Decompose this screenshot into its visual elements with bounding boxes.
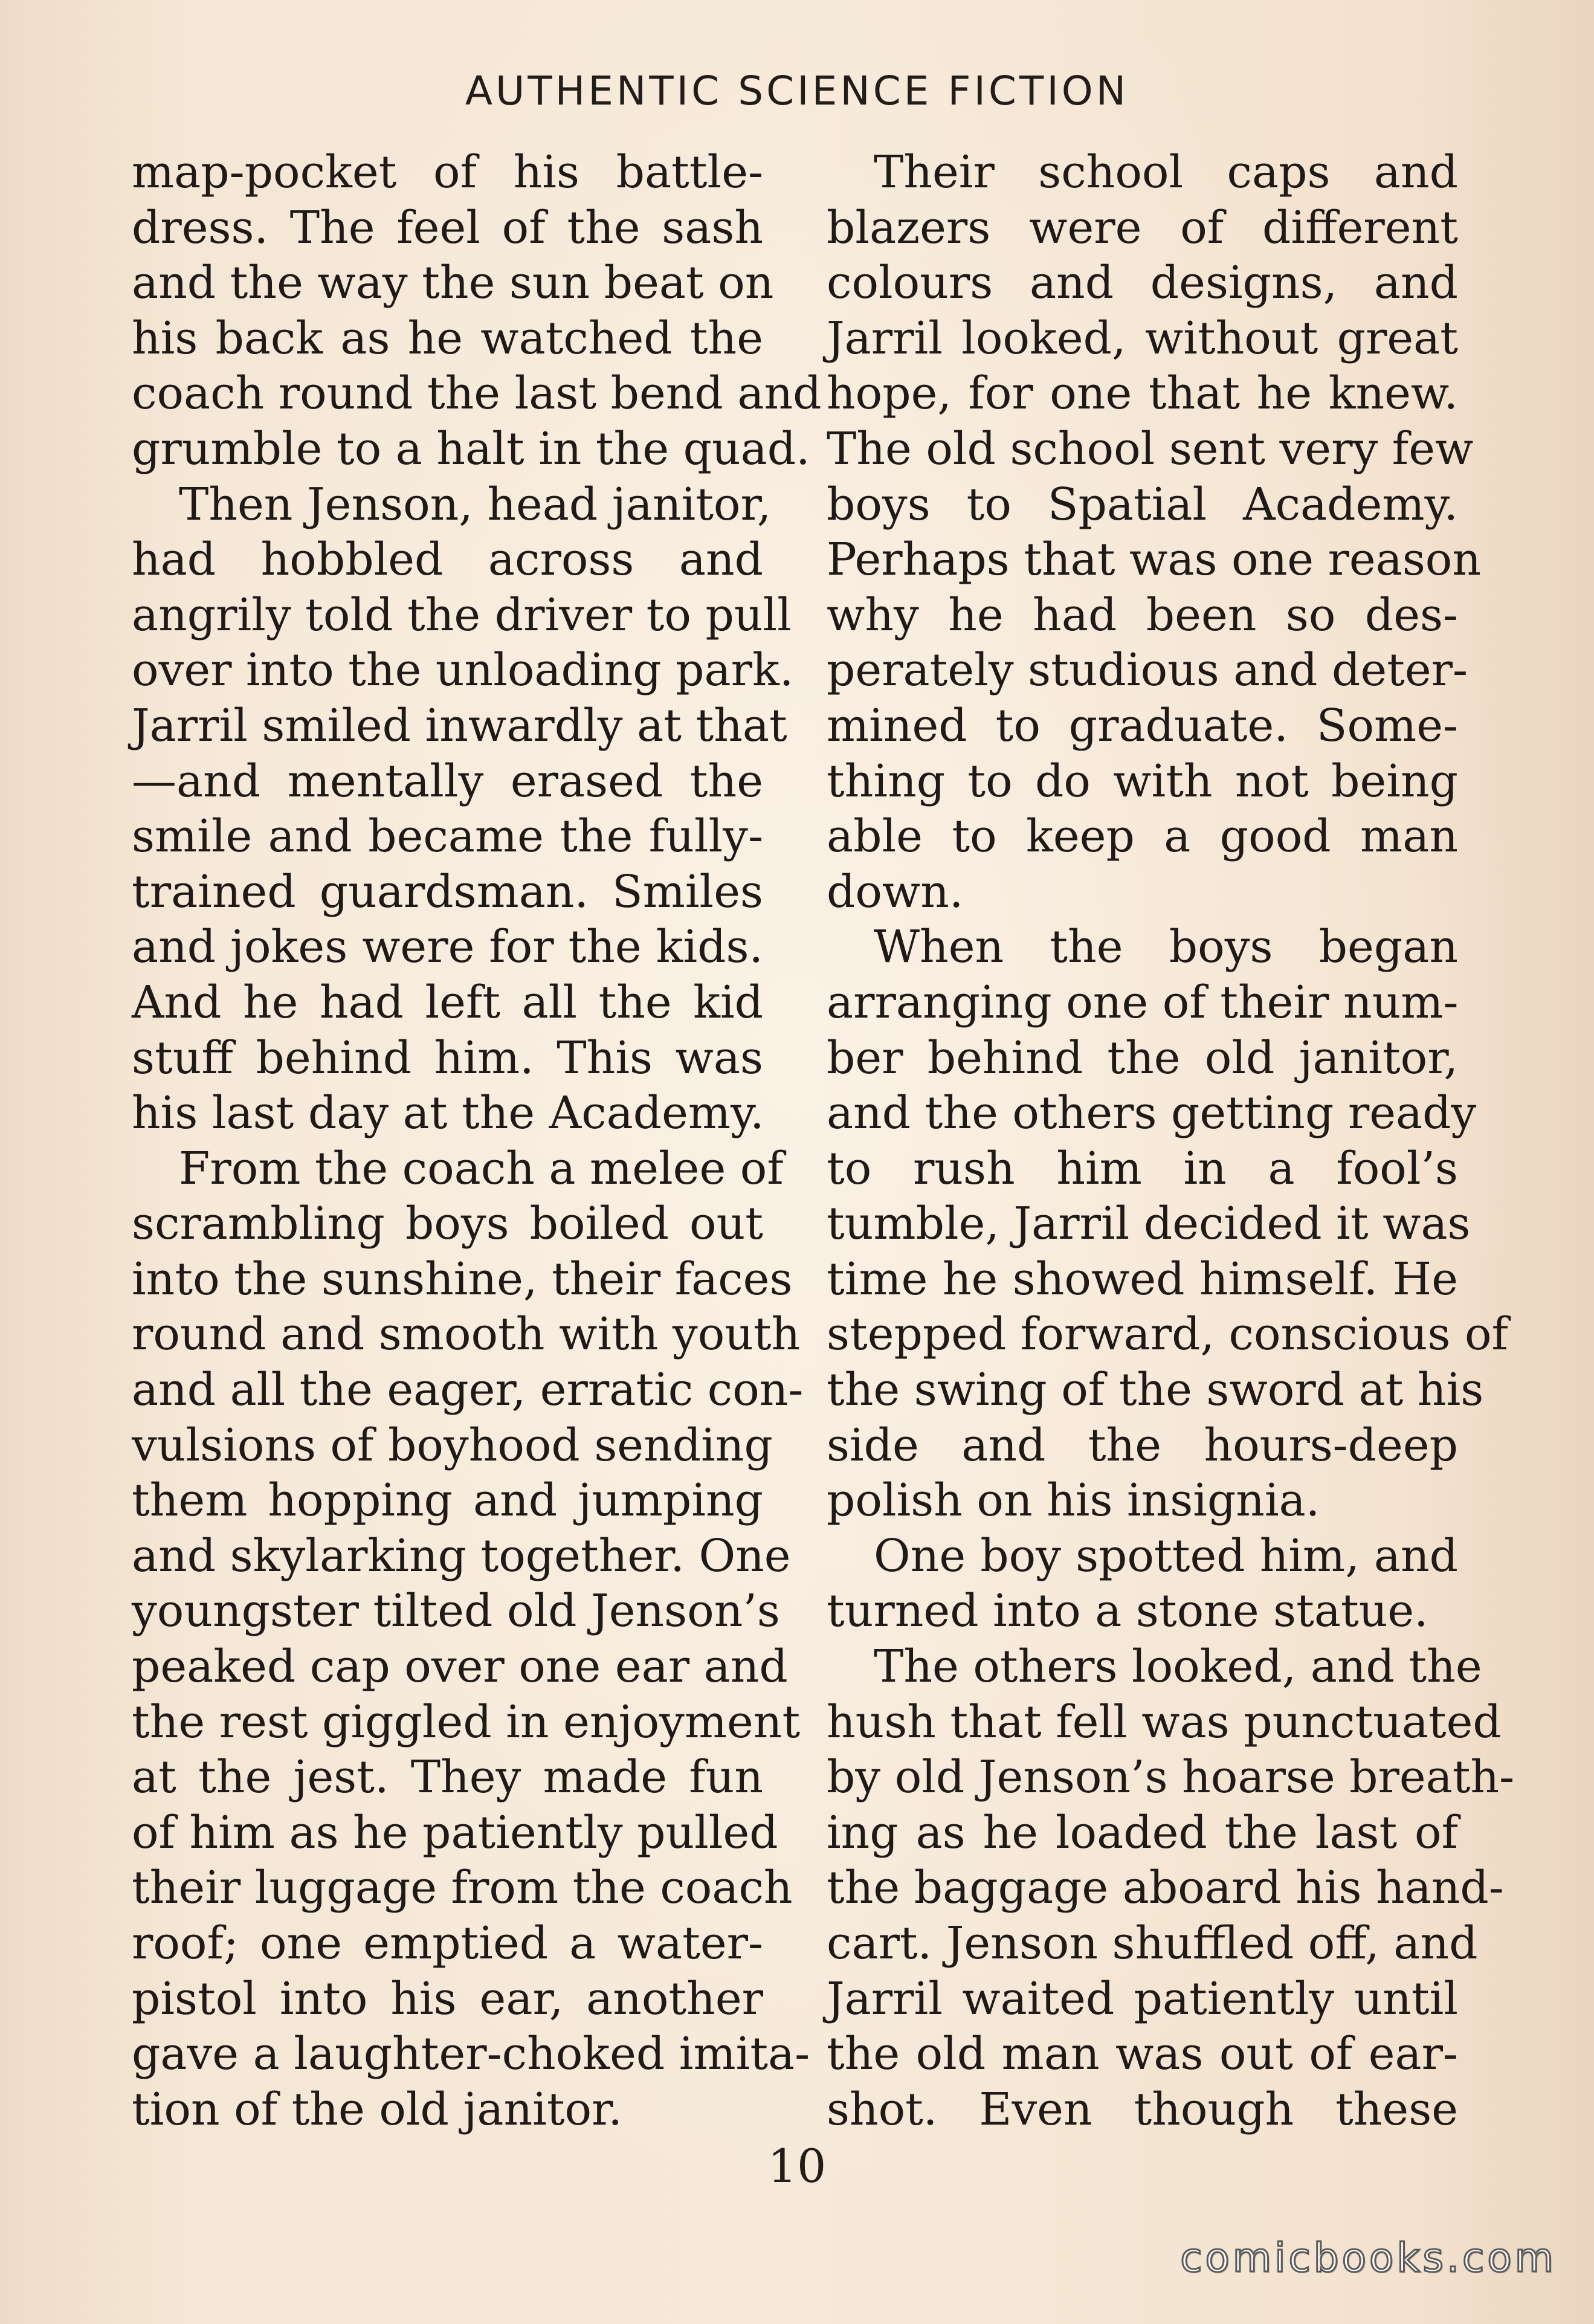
text-line: to rush him in a fool’s [827, 1142, 1458, 1195]
text-line: shot. Even though these [827, 2083, 1458, 2135]
text-line: turned into a stone statue. [827, 1585, 1428, 1638]
text-line: smile and became the fully- [132, 810, 763, 863]
text-line: and skylarking together. One [132, 1529, 791, 1582]
text-line: From the coach a melee of [179, 1142, 784, 1195]
text-line: into the sunshine, their faces [132, 1253, 793, 1305]
text-line: the swing of the sword at his [827, 1364, 1484, 1416]
text-line: arranging one of their num- [827, 976, 1459, 1028]
text-line: hush that fell was punctuated [827, 1696, 1502, 1748]
text-line: The old school sent very few [827, 422, 1474, 475]
text-line: down. [827, 865, 964, 918]
text-line: coach round the last bend and [132, 367, 822, 420]
text-line: time he showed himself. He [827, 1253, 1458, 1305]
text-line: mined to graduate. Some- [827, 699, 1458, 752]
text-line: cart. Jenson shuffled off, and [827, 1917, 1478, 1969]
text-line: hope, for one that he knew. [827, 367, 1458, 420]
text-line: his back as he watched the [132, 312, 763, 364]
text-line: ber behind the old janitor, [827, 1031, 1458, 1084]
text-line: angrily told the driver to pull [132, 589, 792, 641]
text-line: grumble to a halt in the quad. [132, 422, 810, 475]
text-line: dress. The feel of the sash [132, 201, 763, 254]
text-line: at the jest. They made fun [132, 1751, 763, 1804]
text-line: map-pocket of his battle- [132, 146, 763, 198]
running-header: AUTHENTIC SCIENCE FICTION [465, 68, 1129, 114]
text-line: and all the eager, erratic con- [132, 1364, 804, 1416]
watermark-logo: comicbooks.com [1180, 2235, 1557, 2281]
text-line: perately studious and deter- [827, 644, 1468, 697]
text-line: scrambling boys boiled out [132, 1198, 763, 1250]
text-line: And he had left all the kid [132, 976, 763, 1028]
text-line: —and mentally erased the [132, 755, 763, 807]
text-column-right [827, 145, 1515, 2137]
text-line: the baggage aboard his hand- [827, 1862, 1504, 1914]
text-line: Jarril looked, without great [827, 312, 1458, 364]
text-line: trained guardsman. Smiles [132, 865, 763, 918]
text-line: Then Jenson, head janitor, [179, 478, 772, 531]
text-line: roof; one emptied a water- [132, 1917, 763, 1969]
text-line: the rest giggled in enjoyment [132, 1696, 801, 1748]
text-line: Their school caps and [874, 146, 1458, 198]
text-line: polish on his insignia. [827, 1474, 1320, 1527]
text-line: them hopping and jumping [132, 1474, 763, 1527]
text-line: why he had been so des- [827, 589, 1458, 641]
text-line: Perhaps that was one reason [827, 534, 1482, 586]
text-line: The others looked, and the [874, 1641, 1482, 1693]
text-line: and jokes were for the kids. [132, 921, 763, 973]
text-line: by old Jenson’s hoarse breath- [827, 1751, 1515, 1804]
text-line: round and smooth with youth [132, 1308, 801, 1361]
text-line: side and the hours-deep [827, 1419, 1458, 1471]
text-line: stepped forward, conscious of [827, 1308, 1508, 1361]
text-line: tumble, Jarril decided it was [827, 1198, 1471, 1250]
text-line: the old man was out of ear- [827, 2028, 1458, 2080]
text-line: his last day at the Academy. [132, 1087, 764, 1140]
text-line: had hobbled across and [132, 534, 763, 586]
text-line: Jarril smiled inwardly at that [132, 699, 787, 752]
text-line: vulsions of boyhood sending [132, 1419, 773, 1471]
text-line: Jarril waited patiently until [827, 1972, 1458, 2025]
text-line: stuff behind him. This was [132, 1031, 763, 1084]
text-column-left [132, 145, 822, 2137]
text-line: and the others getting ready [827, 1087, 1477, 1140]
text-line: ing as he loaded the last of [827, 1806, 1458, 1859]
text-line: of him as he patiently pulled [132, 1806, 778, 1859]
text-line: and the way the sun beat on [132, 257, 774, 309]
page-number: 10 [767, 2139, 827, 2193]
text-line: peaked cap over one ear and [132, 1641, 788, 1693]
text-line: thing to do with not being [827, 755, 1458, 807]
text-line: gave a laughter-choked imita- [132, 2028, 810, 2080]
text-line: tion of the old janitor. [132, 2083, 622, 2135]
text-line: able to keep a good man [827, 810, 1458, 863]
text-line: One boy spotted him, and [874, 1529, 1458, 1582]
text-line: boys to Spatial Academy. [827, 478, 1458, 531]
text-line: pistol into his ear, another [132, 1972, 763, 2025]
text-line: over into the unloading park. [132, 644, 794, 697]
text-line: youngster tilted old Jenson’s [132, 1585, 780, 1638]
text-line: their luggage from the coach [132, 1862, 793, 1914]
text-line: When the boys began [874, 921, 1458, 973]
text-line: colours and designs, and [827, 257, 1458, 309]
text-line: blazers were of different [827, 201, 1458, 254]
